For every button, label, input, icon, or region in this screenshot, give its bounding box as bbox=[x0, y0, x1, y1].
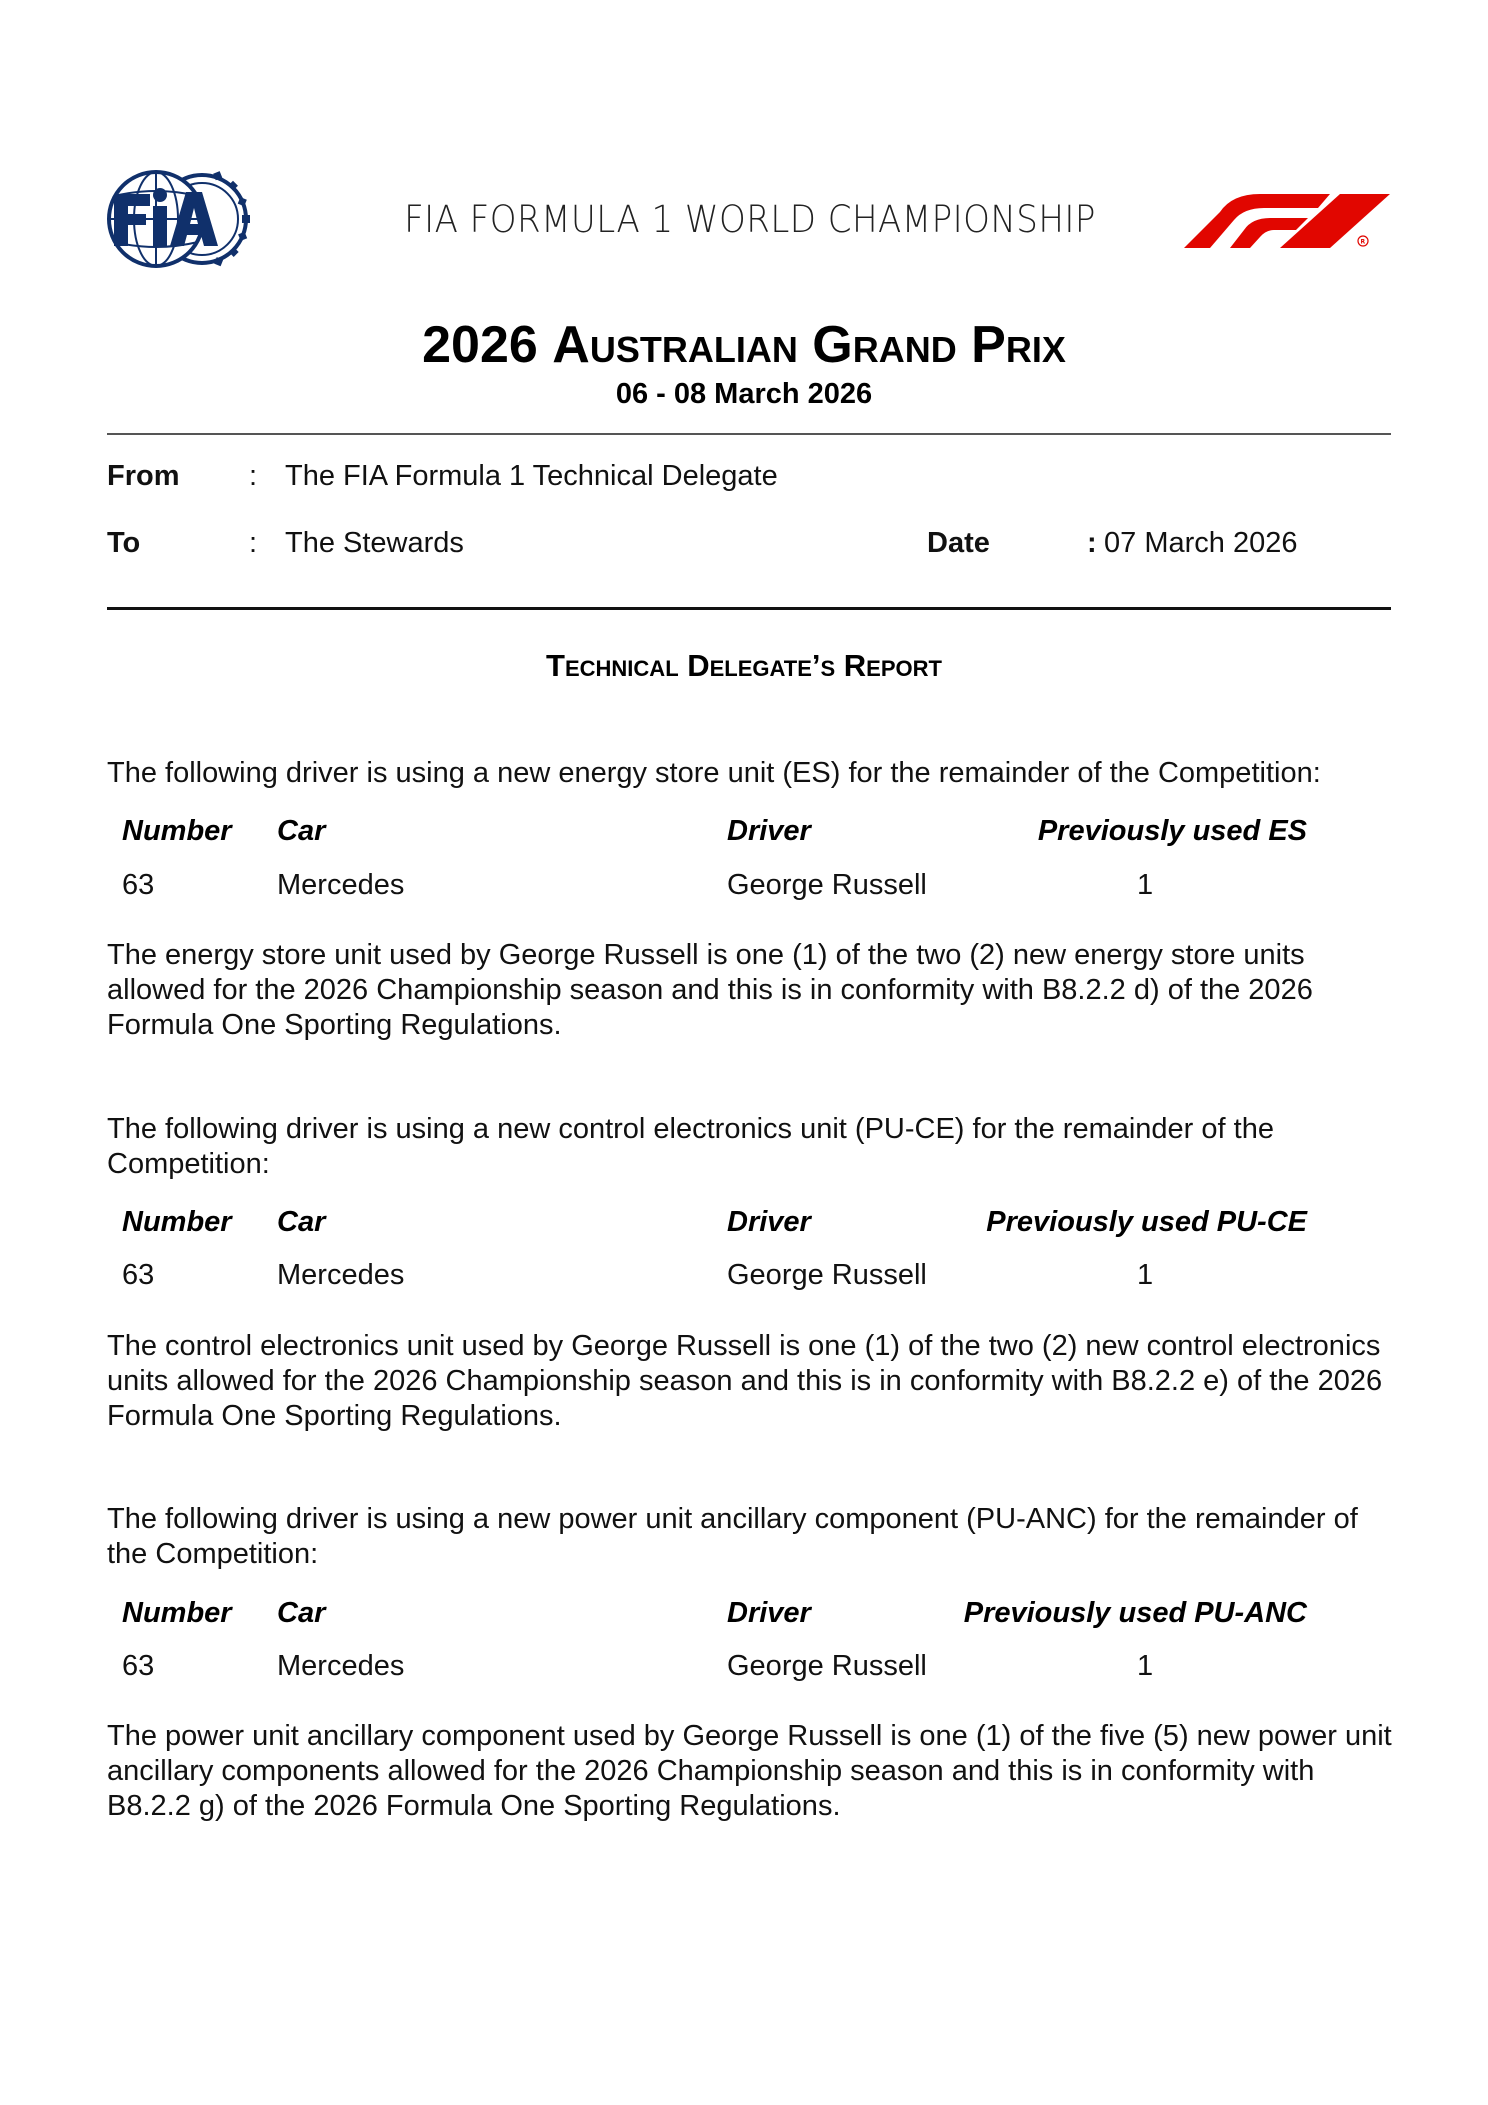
from-value: The FIA Formula 1 Technical Delegate bbox=[285, 460, 778, 492]
from-colon: : bbox=[249, 460, 258, 492]
col-car: Car bbox=[277, 1597, 326, 1629]
section-puanc-note: The power unit ancillary component used by George Russell is one (1) of the five (5) new power unit ancillary components allowed for the 2026 Championship season and this is in conformity with B8.2.2 g) of the 2026 Formula One Sporting Regulations. bbox=[107, 1720, 1392, 1822]
cell-previously-used: 1 bbox=[1137, 869, 1154, 901]
section-es-note: The energy store unit used by George Russell is one (1) of the two (2) new energy store units allowed for the 2026 Championship season and this is in conformity with B8.2.2 d) of the 2026 Formula One Sporting Regulations. bbox=[107, 939, 1313, 1041]
championship-title: FIA FORMULA 1 WORLD CHAMPIONSHIP bbox=[404, 198, 1096, 241]
col-previously-used: Previously used PU-ANC bbox=[963, 1597, 1307, 1629]
cell-previously-used: 1 bbox=[1137, 1650, 1154, 1682]
cell-number: 63 bbox=[122, 1650, 155, 1682]
divider-bottom bbox=[107, 607, 1391, 610]
col-number: Number bbox=[122, 1597, 232, 1629]
cell-previously-used: 1 bbox=[1137, 1259, 1154, 1291]
table-row bbox=[107, 1650, 1392, 1690]
cell-driver: George Russell bbox=[727, 869, 927, 901]
to-label: To bbox=[107, 527, 141, 559]
to-value: The Stewards bbox=[285, 527, 464, 559]
from-label: From bbox=[107, 460, 180, 492]
date-value: 07 March 2026 bbox=[1104, 527, 1298, 559]
section-puanc-intro: The following driver is using a new power unit ancillary component (PU-ANC) for the remainder of the Competition: bbox=[107, 1503, 1358, 1570]
cell-car: Mercedes bbox=[277, 1259, 405, 1291]
section-puce-note: The control electronics unit used by George Russell is one (1) of the two (2) new control electronics units allowed for the 2026 Championship season and this is in conformity with B8.2.2 e) of the 2026 Formula One Sporting Regulations. bbox=[107, 1330, 1383, 1432]
cell-driver: George Russell bbox=[727, 1259, 927, 1291]
col-previously-used: Previously used ES bbox=[1037, 815, 1307, 847]
divider-top bbox=[107, 433, 1391, 435]
svg-text:R: R bbox=[1360, 238, 1366, 246]
col-car: Car bbox=[277, 1206, 326, 1238]
f1-logo bbox=[1180, 190, 1395, 252]
report-heading: Technical Delegate’s Report bbox=[546, 648, 942, 683]
table-row bbox=[107, 1259, 1392, 1299]
col-number: Number bbox=[122, 1206, 232, 1238]
event-dates: 06 - 08 March 2026 bbox=[615, 378, 873, 410]
col-driver: Driver bbox=[727, 1597, 811, 1629]
cell-car: Mercedes bbox=[277, 1650, 405, 1682]
f1-logo-icon bbox=[1180, 190, 1395, 252]
event-year: 2026 bbox=[422, 316, 538, 374]
section-puanc-table-header bbox=[107, 1597, 1392, 1637]
table-row bbox=[107, 869, 1392, 909]
cell-driver: George Russell bbox=[727, 1650, 927, 1682]
col-number: Number bbox=[122, 815, 232, 847]
fia-logo bbox=[106, 168, 252, 270]
to-row bbox=[0, 527, 1488, 567]
section-es-table-header bbox=[107, 815, 1392, 855]
date-colon: : bbox=[1087, 527, 1097, 559]
col-driver: Driver bbox=[727, 1206, 811, 1238]
event-title bbox=[0, 315, 1488, 375]
fia-logo-icon bbox=[106, 168, 252, 270]
date-label: Date bbox=[927, 527, 990, 559]
col-car: Car bbox=[277, 815, 326, 847]
section-puce-table-header bbox=[107, 1206, 1392, 1246]
to-colon: : bbox=[249, 527, 258, 559]
from-row bbox=[0, 460, 1488, 500]
cell-car: Mercedes bbox=[277, 869, 405, 901]
section-puce-intro: The following driver is using a new control electronics unit (PU-CE) for the remainder of the Competition: bbox=[107, 1113, 1274, 1180]
cell-number: 63 bbox=[122, 869, 155, 901]
col-previously-used: Previously used PU-CE bbox=[986, 1206, 1307, 1238]
event-name: Australian Grand Prix bbox=[552, 316, 1066, 374]
col-driver: Driver bbox=[727, 815, 811, 847]
section-es-intro: The following driver is using a new energy store unit (ES) for the remainder of the Competition: bbox=[107, 757, 1321, 789]
cell-number: 63 bbox=[122, 1259, 155, 1291]
